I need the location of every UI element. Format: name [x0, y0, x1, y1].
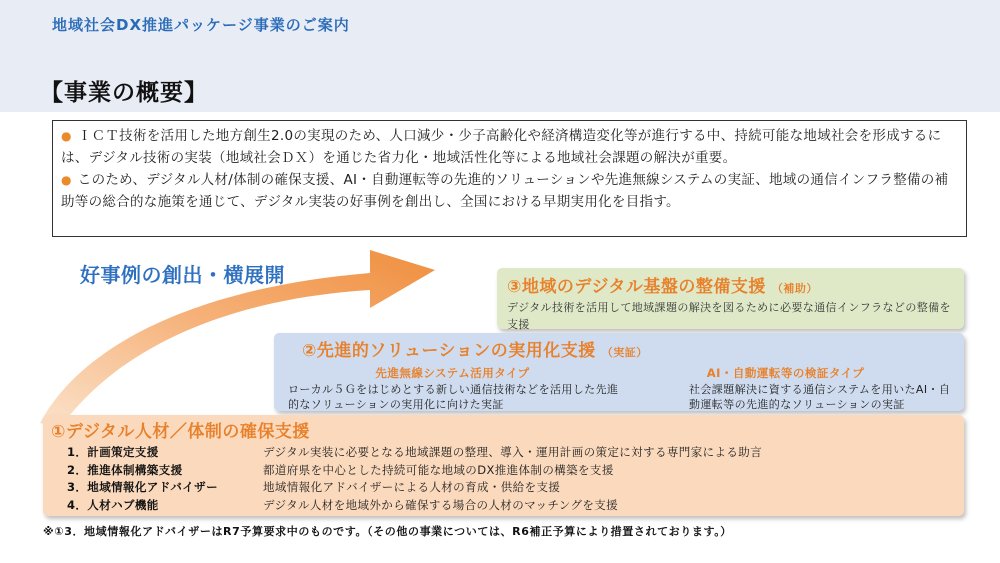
- box2-title-text: ②先進的ソリューションの実用化支援: [302, 341, 596, 361]
- row-label: 3．地域情報化アドバイザー: [67, 480, 218, 494]
- box1-title: ①デジタル人材／体制の確保支援: [51, 422, 310, 442]
- box3-title-text: ③地域のデジタル基盤の整備支援: [507, 277, 766, 297]
- summary-text: ＩＣＴ技術を活用した地方創生2.0の実現のため、人口減少・少子高齢化や経済構造変化等が進行する中、持続可能な地域社会を形成するには、デジタル技術の実装（地域社会ＤＸ）を通じた省力化・地域活性化等による地域社会課題の解決が重要。: [61, 128, 942, 166]
- row-description: 都道府県を中心とした持続可能な地域のDX推進体制の構築を支援: [263, 462, 614, 477]
- row-label: 4．人材ハブ機能: [67, 497, 159, 512]
- wireless-type-heading: 先進無線システム活用タイプ: [375, 366, 530, 380]
- wireless-type-column: [286, 365, 619, 412]
- section-title: 【事業の概要】: [40, 80, 208, 106]
- solution-support-box: [274, 333, 964, 411]
- ai-type-heading: AI・自動運転等の検証タイプ: [706, 366, 865, 380]
- bullet-icon: ●: [61, 129, 72, 143]
- list-item: [51, 444, 956, 462]
- summary-item: [61, 169, 956, 213]
- infrastructure-support-box: [497, 268, 964, 329]
- box3-title: [507, 272, 954, 297]
- talent-support-box: [43, 415, 964, 516]
- row-label: 1．計画策定支援: [67, 445, 159, 459]
- row-description: 地域情報化アドバイザーによる人材の育成・供給を支援: [263, 480, 561, 494]
- summary-box: [52, 120, 967, 237]
- ai-type-column: [619, 365, 952, 412]
- row-label: 2．推進体制構築支援: [67, 462, 183, 477]
- summary-item: [61, 125, 956, 169]
- arrow-label: 好事例の創出・横展開: [80, 263, 285, 287]
- box2-title: [302, 336, 952, 361]
- row-description: デジタル人材を地域外から確保する場合の人材のマッチングを支援: [263, 497, 619, 512]
- list-item: [51, 479, 956, 497]
- wireless-type-description: ローカル５Ｇをはじめとする新しい通信技術などを活用した先進的なソリューションの実用化に向けた実証: [288, 383, 619, 411]
- box3-tag: （補助）: [771, 282, 818, 295]
- footnote: ※①3．地域情報化アドバイザーはR7予算要求中のものです。（その他の事業については、R6補正予算により措置されております。）: [43, 525, 732, 538]
- list-item: [51, 462, 956, 480]
- page-header-title: 地域社会DX推進パッケージ事業のご案内: [52, 16, 350, 34]
- summary-text: このため、デジタル人材/体制の確保支援、AI・自動運転等の先進的ソリューションや先進無線システムの実証、地域の通信インフラ整備の補助等の総合的な施策を通じて、デジタル実装の好事例を創出し、全国における早期実用化を目指す。: [61, 172, 949, 210]
- list-item: [51, 497, 956, 515]
- box2-tag: （実証）: [601, 346, 648, 359]
- ai-type-description: 社会課題解決に資する通信システムを用いたAI・自動運転等の先進的なソリューションの実証: [689, 383, 951, 411]
- box3-description: デジタル技術を活用して地域課題の解決を図るために必要な通信インフラなどの整備を支援: [507, 301, 951, 331]
- bullet-icon: ●: [61, 173, 72, 187]
- row-description: デジタル実装に必要となる地域課題の整理、導入・運用計画の策定に対する専門家による助言: [263, 445, 763, 459]
